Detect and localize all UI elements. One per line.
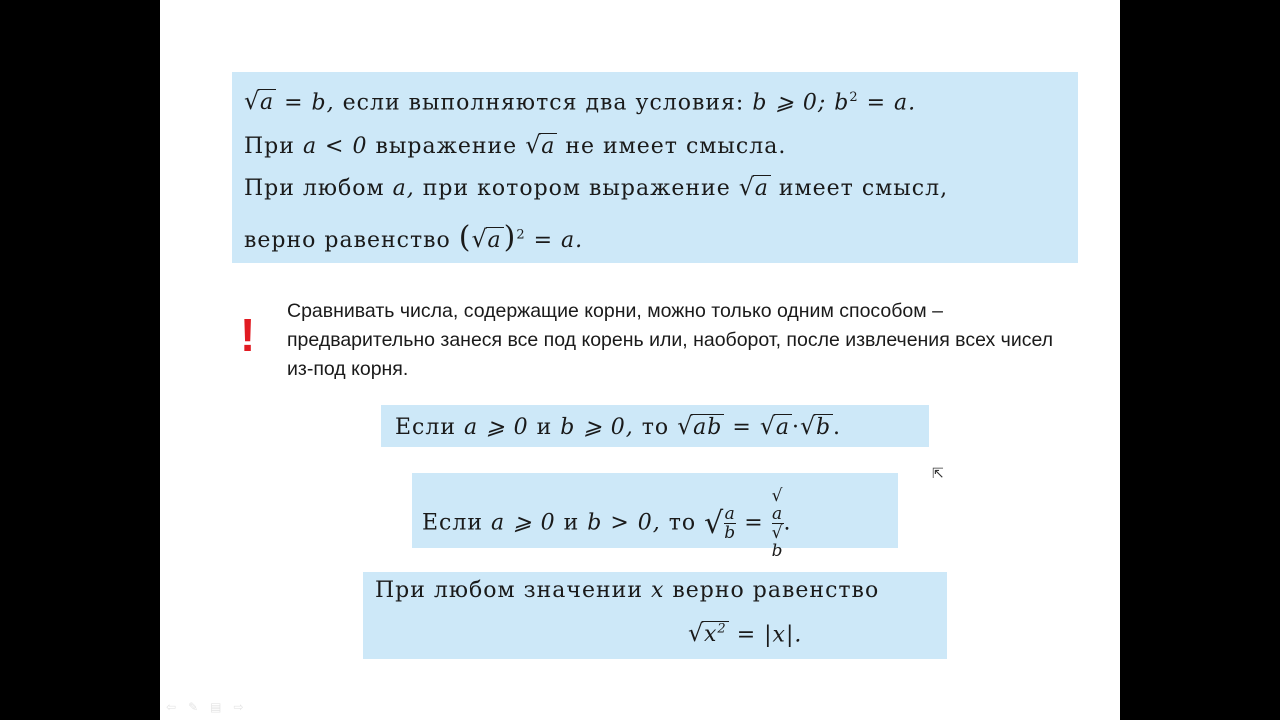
abs-value-box	[363, 572, 947, 659]
line3-mid: при котором выражение	[422, 176, 731, 201]
then: то	[641, 415, 670, 440]
condition-2-exponent: 2	[849, 90, 859, 105]
definition-line-2	[244, 134, 1070, 159]
slide	[160, 0, 1120, 720]
condition-text: если выполняются два условия:	[342, 90, 745, 116]
abs-line-1	[375, 578, 939, 603]
slideshow-toolbar	[166, 700, 244, 714]
forward-arrow-icon[interactable]: ⇨	[233, 700, 244, 714]
sqrt-expression: √ a	[244, 90, 276, 115]
slides-icon[interactable]: ▤	[210, 700, 222, 714]
mouse-cursor-icon: ⇱	[932, 466, 944, 482]
equals: =	[744, 510, 764, 536]
condition-2-base: b	[834, 90, 850, 116]
sqrt-expression: √ a	[739, 176, 771, 201]
sqrt-ab: √ ab	[677, 415, 724, 440]
condition-2-rest: = a.	[866, 90, 917, 116]
and: и	[563, 510, 580, 536]
product-rule-line	[395, 415, 921, 440]
sqrt-expression: √ a	[472, 228, 504, 253]
sqrt-x-squared: √ $x^2$	[688, 622, 729, 647]
sqrt-b: √ b	[800, 415, 833, 440]
fraction: $\frac{a}{b}$	[724, 504, 737, 543]
pen-icon[interactable]: ✎	[188, 700, 199, 714]
quotient-rule-line	[422, 487, 890, 560]
back-arrow-icon[interactable]: ⇦	[166, 700, 177, 714]
var-x: x	[650, 578, 665, 603]
numerator: √ a	[771, 486, 784, 524]
abs-line-2	[688, 622, 939, 647]
condition-a: a ⩾ 0	[464, 415, 529, 440]
period: .	[783, 510, 792, 536]
line2-condition: a < 0	[302, 134, 368, 159]
line2-pre: При	[244, 134, 295, 159]
text2: верно равенство	[672, 578, 880, 603]
condition-1: b ⩾ 0;	[752, 90, 827, 116]
sqrt-a: √ a	[760, 415, 792, 440]
product-rule-box	[381, 405, 929, 447]
line3-post: имеет смысл,	[778, 176, 949, 201]
line3-var: a,	[392, 176, 415, 201]
paren-close: )	[503, 220, 517, 255]
condition-a: a ⩾ 0	[491, 510, 556, 536]
fraction-of-roots	[772, 487, 784, 560]
denominator: √ b	[771, 523, 784, 561]
period: .	[833, 415, 842, 440]
quotient-rule-box	[412, 473, 898, 561]
pre: Если	[422, 510, 484, 536]
condition-b: b ⩾ 0,	[560, 415, 634, 440]
condition-b: b > 0,	[587, 510, 661, 536]
abs-x: = |x|.	[736, 622, 803, 648]
exclamation-icon: !	[240, 309, 256, 361]
pre: Если	[395, 415, 457, 440]
dot: ·	[791, 415, 800, 440]
line2-mid: выражение	[375, 134, 518, 159]
sqrt-expression: √ a	[525, 134, 557, 159]
line4-post: = a.	[533, 228, 584, 253]
equation-rhs: = b,	[284, 90, 335, 116]
definition-box	[232, 72, 1078, 263]
equals: =	[732, 415, 752, 440]
definition-line-4	[244, 220, 1070, 255]
line4-pre: верно равенство	[244, 228, 451, 253]
then: то	[668, 510, 697, 536]
and: и	[536, 415, 553, 440]
text: При любом значении	[375, 578, 643, 603]
definition-line-3	[244, 176, 1070, 201]
line3-pre: При любом	[244, 176, 385, 201]
note-text: Сравнивать числа, содержащие корни, можно только одним способом – предварительно занеся все под корень или, наоборот, после извлечения всех чисел из-под корня.	[287, 300, 1054, 380]
paren-open: (	[458, 220, 472, 255]
sqrt-sign: √	[704, 506, 725, 541]
line2-post: не имеет смысла.	[565, 134, 787, 159]
exponent: 2	[516, 227, 526, 243]
definition-line-1	[244, 90, 1070, 115]
